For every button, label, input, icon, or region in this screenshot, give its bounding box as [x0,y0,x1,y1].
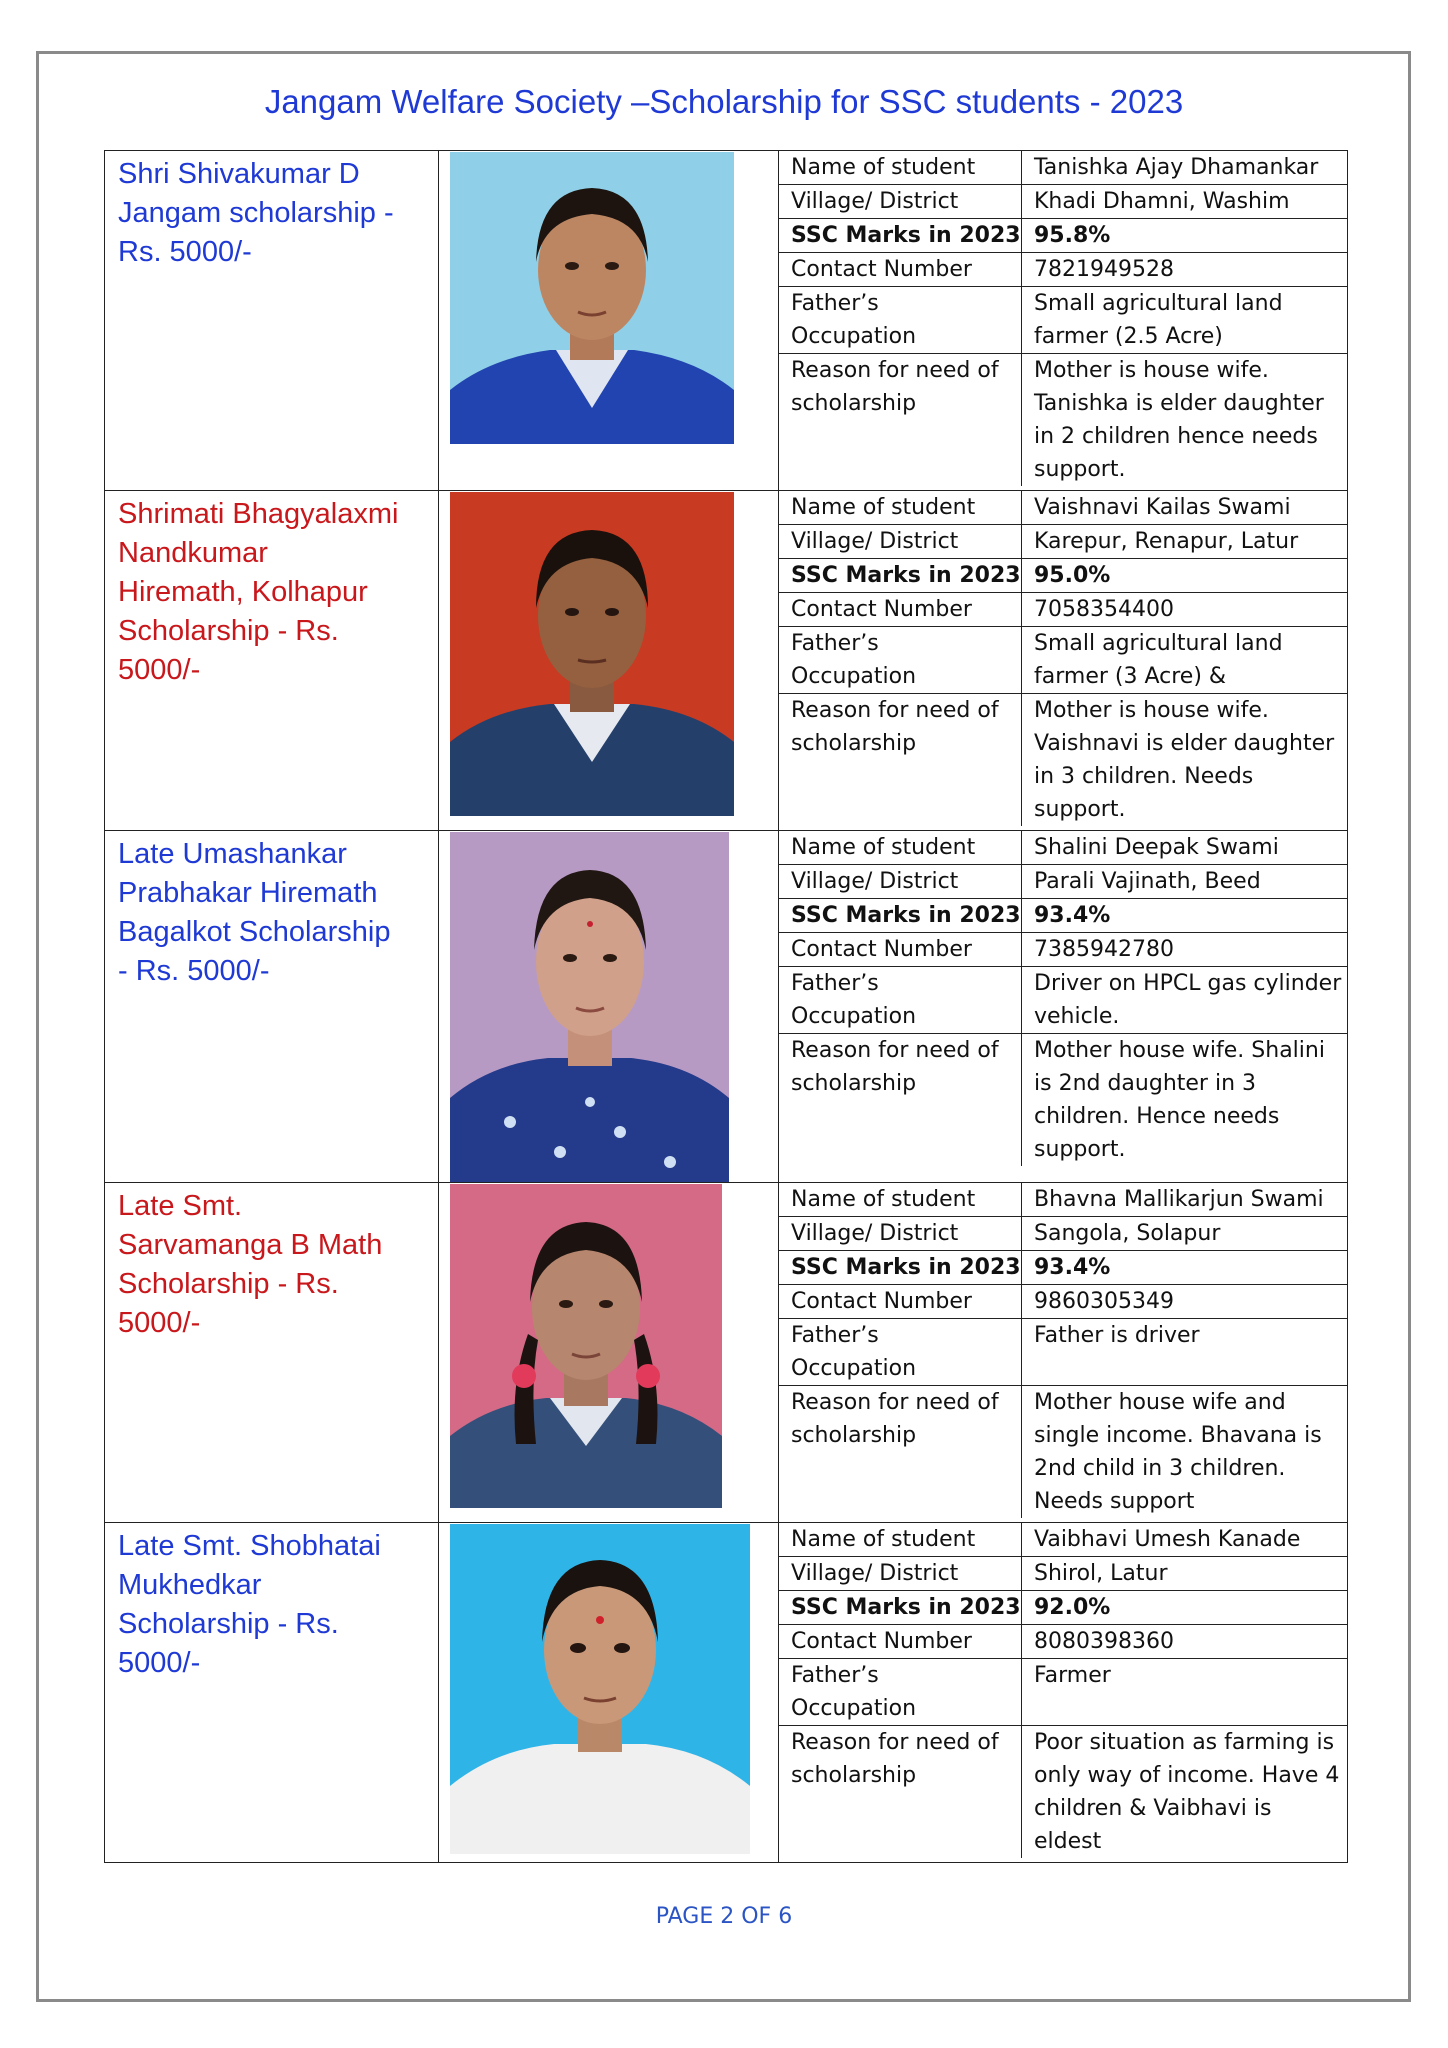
scholarship-table [104,150,1348,1863]
contact-value: 7058354400 [1022,593,1348,627]
scholarship-name: Late Smt. Shobhatai Mukhedkar Scholarship - Rs. 5000/- [118,1530,381,1679]
father-value: Farmer [1022,1659,1348,1726]
reason-value: Mother is house wife. Tanishka is elder daughter in 2 children hence needs support. [1034,358,1324,482]
student-name: Shalini Deepak Swami [1022,831,1348,865]
photo-cell [439,491,779,831]
marks-label: SSC Marks in 2023 [779,899,1022,933]
reason-value: Mother is house wife. Vaishnavi is elder daughter in 3 children. Needs support. [1034,698,1335,822]
student-photo [450,492,734,816]
marks-value: 93.4% [1022,1251,1348,1285]
table-row [105,491,1348,831]
student-name: Tanishka Ajay Dhamankar [1022,151,1348,185]
scholarship-name: Late Smt. Sarvamanga B Math Scholarship - Rs. 5000/- [118,1190,383,1339]
scholarship-name: Late Umashankar Prabhakar Hiremath Bagalkot Scholarship - Rs. 5000/- [118,838,391,987]
student-details [779,831,1347,1166]
contact-label: Contact Number [779,253,1022,287]
village-label: Village/ District [779,1217,1022,1251]
student-details [779,1523,1347,1858]
student-details [779,491,1347,826]
contact-label: Contact Number [779,1625,1022,1659]
father-value: Driver on HPCL gas cylinder vehicle. [1022,967,1348,1034]
info-cell [779,491,1348,831]
table-row [105,1523,1348,1863]
father-label: Father’s Occupation [779,287,1022,354]
scholarship-cell [105,1183,439,1523]
student-photo [450,1184,722,1508]
name-label: Name of student [779,1523,1022,1557]
student-name: Bhavna Mallikarjun Swami [1022,1183,1348,1217]
village-value: Shirol, Latur [1022,1557,1348,1591]
marks-value: 93.4% [1022,899,1348,933]
marks-value: 95.8% [1022,219,1348,253]
student-photo [450,1524,750,1854]
village-value: Sangola, Solapur [1022,1217,1348,1251]
marks-label: SSC Marks in 2023 [779,219,1022,253]
info-cell [779,1183,1348,1523]
father-value: Small agricultural land farmer (3 Acre) & [1022,627,1348,694]
marks-label: SSC Marks in 2023 [779,1251,1022,1285]
reason-value: Mother house wife. Shalini is 2nd daughter in 3 children. Hence needs support. [1034,1038,1325,1162]
student-photo [450,832,729,1182]
father-label: Father’s Occupation [779,967,1022,1034]
father-label: Father’s Occupation [779,627,1022,694]
village-value: Parali Vajinath, Beed [1022,865,1348,899]
marks-label: SSC Marks in 2023 [779,1591,1022,1625]
father-value: Father is driver [1022,1319,1348,1386]
contact-value: 9860305349 [1022,1285,1348,1319]
photo-cell [439,1523,779,1863]
name-label: Name of student [779,831,1022,865]
marks-value: 92.0% [1022,1591,1348,1625]
info-cell [779,1523,1348,1863]
student-photo [450,152,734,444]
contact-label: Contact Number [779,1285,1022,1319]
reason-value: Mother house wife and single income. Bhavana is 2nd child in 3 children. Needs support [1034,1390,1322,1514]
photo-cell [439,831,779,1183]
village-label: Village/ District [779,525,1022,559]
photo-cell [439,151,779,491]
marks-label: SSC Marks in 2023 [779,559,1022,593]
reason-value: Poor situation as farming is only way of income. Have 4 children & Vaibhavi is eldest [1034,1730,1340,1854]
info-cell [779,151,1348,491]
village-value: Karepur, Renapur, Latur [1022,525,1348,559]
village-label: Village/ District [779,1557,1022,1591]
contact-value: 7821949528 [1022,253,1348,287]
reason-label: Reason for need of scholarship [779,354,1022,487]
marks-value: 95.0% [1022,559,1348,593]
student-details [779,151,1347,486]
photo-cell [439,1183,779,1523]
scholarship-name: Shrimati Bhagyalaxmi Nandkumar Hiremath, Kolhapur Scholarship - Rs. 5000/- [118,498,399,686]
contact-label: Contact Number [779,593,1022,627]
contact-value: 7385942780 [1022,933,1348,967]
table-row [105,831,1348,1183]
contact-label: Contact Number [779,933,1022,967]
scholarship-cell [105,831,439,1183]
contact-value: 8080398360 [1022,1625,1348,1659]
name-label: Name of student [779,491,1022,525]
scholarship-cell [105,491,439,831]
village-value: Khadi Dhamni, Washim [1022,185,1348,219]
document-title: Jangam Welfare Society –Scholarship for SSC students - 2023 [264,83,1184,120]
village-label: Village/ District [779,185,1022,219]
table-row [105,1183,1348,1523]
info-cell [779,831,1348,1183]
father-label: Father’s Occupation [779,1319,1022,1386]
name-label: Name of student [779,151,1022,185]
page-number: PAGE 2 OF 6 [655,1904,793,1929]
reason-label: Reason for need of scholarship [779,694,1022,827]
student-name: Vaishnavi Kailas Swami [1022,491,1348,525]
scholarship-cell [105,151,439,491]
village-label: Village/ District [779,865,1022,899]
reason-label: Reason for need of scholarship [779,1034,1022,1167]
table-row [105,151,1348,491]
reason-label: Reason for need of scholarship [779,1386,1022,1519]
name-label: Name of student [779,1183,1022,1217]
student-details [779,1183,1347,1518]
reason-label: Reason for need of scholarship [779,1726,1022,1859]
scholarship-cell [105,1523,439,1863]
scholarship-name: Shri Shivakumar D Jangam scholarship - Rs. 5000/- [118,158,394,268]
father-label: Father’s Occupation [779,1659,1022,1726]
student-name: Vaibhavi Umesh Kanade [1022,1523,1348,1557]
father-value: Small agricultural land farmer (2.5 Acre) [1022,287,1348,354]
